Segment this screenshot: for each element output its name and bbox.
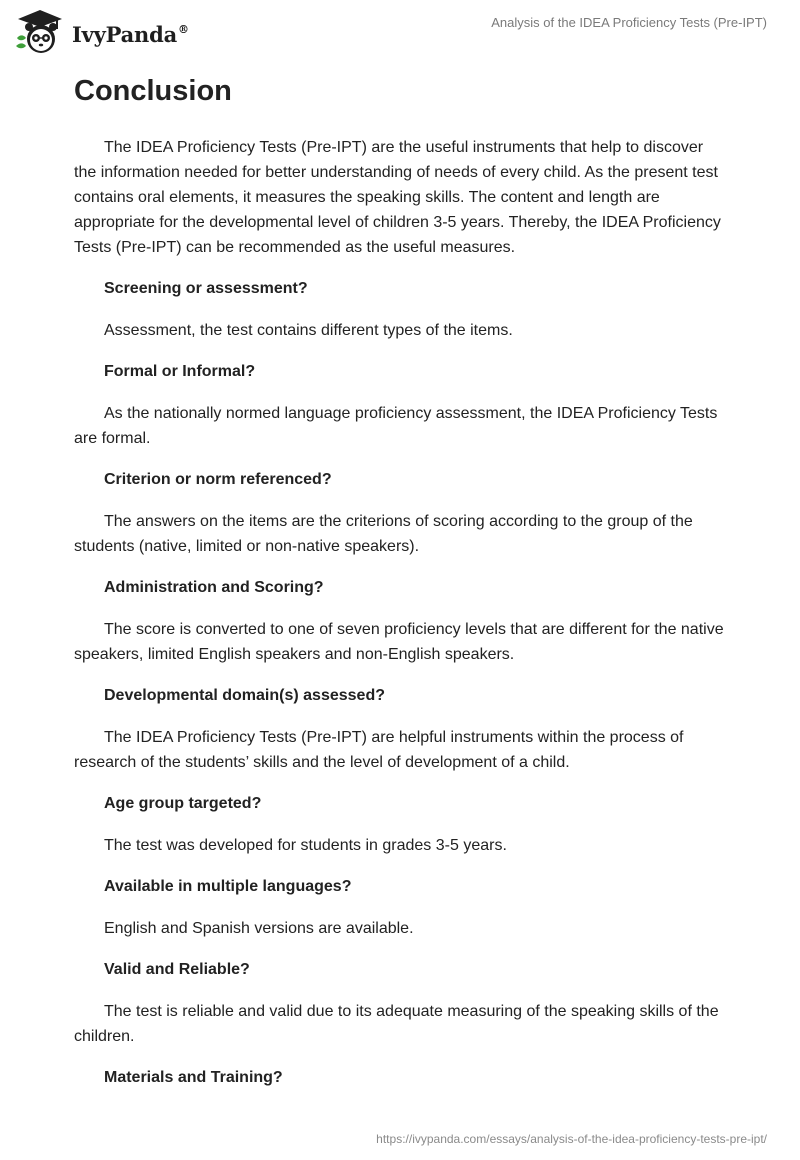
article-body	[74, 72, 724, 1107]
question-administration: Administration and Scoring?	[104, 579, 324, 596]
answer-criterion: The answers on the items are the criterions of scoring according to the group of the students (native, limited or non-native speakers).	[74, 513, 693, 555]
question-languages: Available in multiple languages?	[104, 878, 352, 895]
page-header	[0, 0, 800, 60]
question-materials: Materials and Training?	[104, 1069, 283, 1086]
source-url[interactable]: https://ivypanda.com/essays/analysis-of-the-idea-proficiency-tests-pre-ipt/	[376, 1132, 767, 1146]
intro-paragraph: The IDEA Proficiency Tests (Pre-IPT) are the useful instruments that help to discover the information needed for better understanding of needs of every child. As the present test contains oral elements, it measures the speaking skills. The content and length are appropriate for the developmental level of children 3-5 years. Thereby, the IDEA Proficiency Tests (Pre-IPT) can be recommended as the useful measures.	[74, 139, 721, 256]
question-screening: Screening or assessment?	[104, 280, 308, 297]
question-age-group: Age group targeted?	[104, 795, 262, 812]
site-logo[interactable]	[14, 8, 189, 61]
answer-domains: The IDEA Proficiency Tests (Pre-IPT) are helpful instruments within the process of research of the students’ skills and the level of development of a child.	[74, 729, 684, 771]
section-heading: Conclusion	[74, 75, 232, 107]
logo-wordmark: IvyPanda®	[72, 22, 189, 47]
panda-graduate-icon	[14, 8, 66, 61]
answer-age-group: The test was developed for students in grades 3-5 years.	[104, 837, 507, 854]
answer-valid: The test is reliable and valid due to its adequate measuring of the speaking skills of the children.	[74, 1003, 719, 1045]
question-criterion: Criterion or norm referenced?	[104, 471, 332, 488]
question-valid: Valid and Reliable?	[104, 961, 250, 978]
answer-screening: Assessment, the test contains different types of the items.	[104, 322, 513, 339]
answer-languages: English and Spanish versions are available.	[104, 920, 414, 937]
document-title: Analysis of the IDEA Proficiency Tests (Pre-IPT)	[491, 15, 767, 30]
answer-formal: As the nationally normed language proficiency assessment, the IDEA Proficiency Tests are formal.	[74, 405, 718, 447]
question-domains: Developmental domain(s) assessed?	[104, 687, 385, 704]
question-formal: Formal or Informal?	[104, 363, 256, 380]
answer-administration: The score is converted to one of seven proficiency levels that are different for the native speakers, limited English speakers and non-English speakers.	[74, 621, 724, 663]
